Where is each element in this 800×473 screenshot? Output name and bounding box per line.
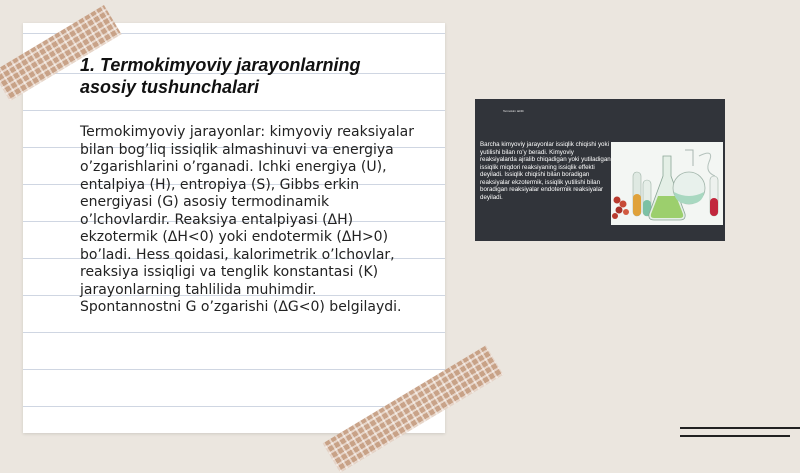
flask-photo <box>611 142 723 225</box>
slide-thumbnail <box>475 99 725 241</box>
thumbnail-text: Barcha kimyoviy jarayonlar issiqlik chiqishi yoki yutilishi bilan ro’y beradi. Kimyoviy reaksiyalarda ajralib chiqadigan yoki yutiladigan issiqlik miqdori reaksiyaning issiqlik effekti deyiladi. Issiqlik chiqishi bilan boradigan reaksiyalar ekzotermik, issiqlik yutilishi bilan boradigan reaksiyalar endotermik reaksiyalar deyiladi. <box>480 141 611 201</box>
flask-illustration-icon <box>611 142 723 225</box>
red-tube-icon <box>710 176 718 216</box>
slide-body-text: Termokimyoviy jarayonlar: kimyoviy reaksiyalar bilan bog’liq issiqlik almashinuvi va energiya o’zgarishlarini o’rganadi. Ichki energiya (U), entalpiya (H), entropiya (S), Gibbs erkin energiyasi (G) asosiy termodinamik o’lchovlardir. Reaksiya entalpiyasi (ΔH) ekzotermik (ΔH<0) yoki endotermik (ΔH>0) bo’ladi. Hess qoidasi, kalorimetrik o’lchovlar, reaksiya issiqligi va tenglik konstantasi (K) jarayonlarning tahlilida muhimdir. Spontannostni G o’zgarishi (ΔG<0) belgilaydi. <box>80 124 414 315</box>
slide-title: 1. Termokimyoviy jarayonlarning asosiy tushunchalari <box>80 55 361 97</box>
thumbnail-title: Termokim tahlili <box>503 109 524 113</box>
decorative-lines <box>680 425 800 445</box>
